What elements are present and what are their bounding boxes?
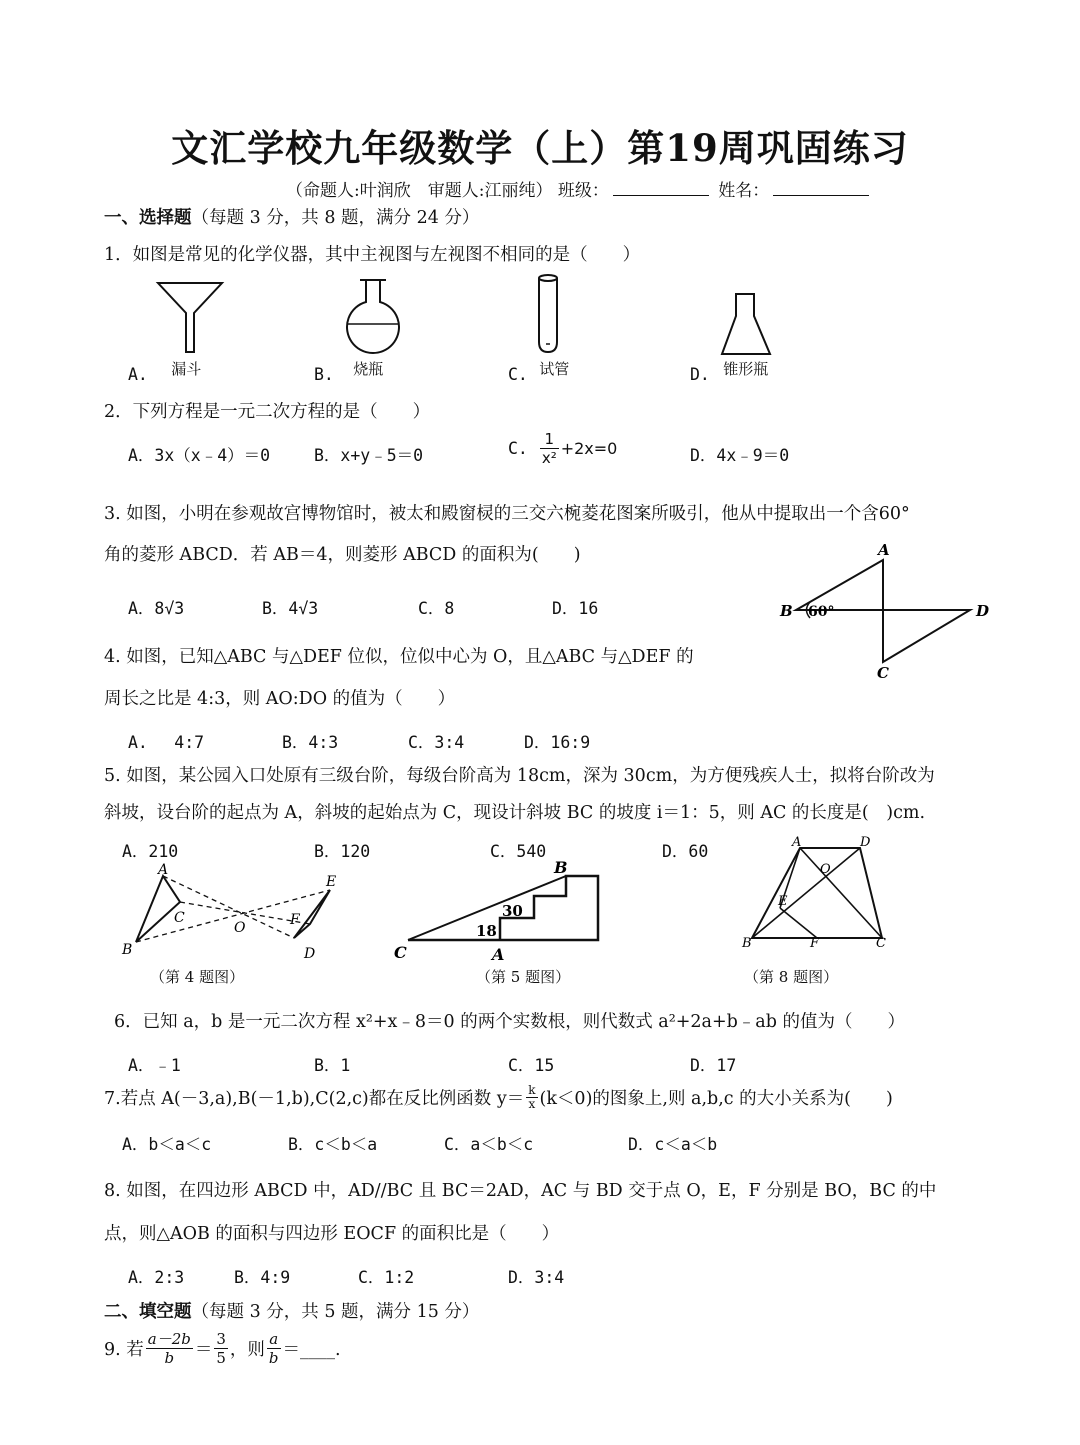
q4-option-a[interactable]: A. 4:7: [128, 733, 205, 752]
q7-k-fraction: [526, 1084, 537, 1111]
q8-line2: 点，则△AOB 的面积与四边形 EOCF 的面积比是（ ）: [104, 1224, 560, 1244]
q7-stem-b: (k＜0)的图象上,则 a,b,c 的大小关系为( ): [539, 1089, 893, 1109]
fig4-label-b: B: [122, 942, 133, 958]
fig5-caption: （第 5 题图）: [476, 968, 571, 986]
fig4-label-f: F: [290, 912, 300, 928]
q2-c-denominator: x²: [541, 449, 557, 467]
q3-option-a[interactable]: A．8√3: [128, 599, 185, 618]
q5-option-a[interactable]: A．210: [122, 842, 179, 861]
q4-option-b[interactable]: B．4:3: [282, 733, 339, 752]
q9-answer-blank[interactable]: ＝____.: [282, 1340, 341, 1360]
q1-option-b-label: 烧瓶: [353, 360, 384, 378]
q2-option-a[interactable]: A．3x（x﹣4）＝0: [128, 446, 271, 465]
q3-line1: 3. 如图，小明在参观故宫博物馆时，被太和殿窗棂的三交六椀菱花图案所吸引，他从中提取出一个含60°: [104, 504, 910, 524]
q4-line1: 4. 如图，已知△ABC 与△DEF 位似，位似中心为 O，且△ABC 与△DEF 的: [104, 647, 694, 667]
fig4-label-a: A: [158, 862, 169, 878]
q3-option-c[interactable]: C．8: [418, 599, 455, 618]
q8-line1: 8. 如图，在四边形 ABCD 中，AD//BC 且 BC＝2AD，AC 与 BD 交于点 O，E，F 分别是 BO，BC 的中: [104, 1181, 937, 1201]
fig5-label-30: 30: [502, 902, 523, 920]
q7-option-d[interactable]: D．c＜a＜b: [628, 1135, 718, 1154]
q1-option-b[interactable]: [314, 360, 384, 385]
q9-f3-denominator: b: [268, 1349, 279, 1367]
q7-k-numerator: k: [528, 1083, 536, 1097]
fig5-label-18: 18: [476, 922, 497, 940]
q9-fraction-1: [146, 1330, 193, 1367]
q2-stem: 2．下列方程是一元二次方程的是（ ）: [104, 402, 431, 422]
q5-line1: 5. 如图，某公园入口处原有三级台阶，每级台阶高为 18cm，深为 30cm，为方便残疾人士，拟将台阶改为: [104, 766, 935, 786]
q2-c-numerator: 1: [540, 430, 559, 449]
rhombus-label-b: B: [780, 602, 793, 620]
q9-f1-denominator: b: [164, 1349, 175, 1367]
name-label: 姓名：: [718, 181, 770, 201]
q4-line2: 周长之比是 4:3，则 AO:DO 的值为（ ）: [104, 689, 456, 709]
q9-f2-numerator: 3: [216, 1330, 226, 1348]
q1-option-c-letter: C.: [508, 365, 528, 384]
q2-option-c-letter: C.: [508, 439, 528, 458]
q7-option-c[interactable]: C．a＜b＜c: [444, 1135, 534, 1154]
section1-title: 一、选择题: [104, 208, 192, 228]
class-label: 班级：: [557, 181, 609, 201]
fig8-label-o: O: [820, 862, 831, 877]
q9-f1-numerator: a－2b: [147, 1330, 191, 1348]
q4-option-d[interactable]: D．16:9: [524, 733, 591, 752]
fig4-caption: （第 4 题图）: [150, 968, 245, 986]
q1-option-d-letter: D.: [690, 365, 710, 384]
q6-option-d[interactable]: D．17: [690, 1056, 737, 1075]
rhombus-label-a: A: [878, 541, 890, 559]
q2-option-b[interactable]: B．x+y﹣5＝0: [314, 446, 424, 465]
funnel-figure: [150, 280, 230, 360]
q5-option-d[interactable]: D．60: [662, 842, 709, 861]
fig8-label-e: E: [778, 894, 788, 909]
fig8-caption: （第 8 题图）: [744, 968, 839, 986]
q9-f3-numerator: a: [267, 1330, 281, 1349]
q1-option-c[interactable]: [508, 360, 570, 385]
name-blank[interactable]: [773, 179, 869, 196]
q1-option-d-label: 锥形瓶: [723, 360, 769, 378]
q8-option-c[interactable]: C．1:2: [358, 1268, 415, 1287]
test-tube-figure: [534, 272, 568, 358]
q6-stem: 6．已知 a，b 是一元二次方程 x²+x﹣8＝0 的两个实数根，则代数式 a²+2a+b﹣ab 的值为（ ）: [114, 1012, 906, 1032]
q9-f2-denominator: 5: [216, 1349, 226, 1367]
q6-option-c[interactable]: C．15: [508, 1056, 555, 1075]
fig4-homothety: [118, 862, 348, 962]
fig8-label-c: C: [876, 936, 886, 951]
q8-option-b[interactable]: B．4:9: [234, 1268, 291, 1287]
section2-title: 二、填空题: [104, 1302, 192, 1322]
q1-option-a[interactable]: [128, 360, 202, 385]
q9-fraction-2: [214, 1330, 228, 1367]
fig8-label-b: B: [742, 936, 752, 951]
fig5-label-b: B: [554, 858, 568, 877]
q6-option-b[interactable]: B．1: [314, 1056, 351, 1075]
q2-option-d[interactable]: D．4x﹣9＝0: [690, 446, 790, 465]
section1-heading: [104, 204, 479, 229]
q9-equals: ＝: [194, 1340, 213, 1360]
section1-note: （每题 3 分，共 8 题，满分 24 分）: [191, 208, 480, 228]
round-flask-figure: [340, 276, 410, 362]
q4-option-c[interactable]: C．3:4: [408, 733, 465, 752]
fig5-label-a: A: [492, 945, 505, 964]
q1-stem: 1．如图是常见的化学仪器，其中主视图与左视图不相同的是（ ）: [104, 245, 641, 265]
fig4-label-d: D: [304, 946, 316, 962]
rhombus-label-c: C: [877, 664, 889, 682]
rhombus-angle-label: 60°: [808, 604, 835, 620]
q9-mid: ，则: [229, 1340, 265, 1360]
fig4-label-e: E: [326, 874, 337, 890]
q1-option-a-label: 漏斗: [171, 360, 202, 378]
page-title: 文汇学校九年级数学（上）第19周巩固练习: [171, 126, 909, 170]
fig8-label-a: A: [792, 835, 802, 850]
q9-prefix: 9. 若: [104, 1340, 144, 1360]
q7-k-denominator: x: [528, 1097, 536, 1111]
rhombus-figure: [770, 540, 1000, 685]
q7-option-a[interactable]: A．b＜a＜c: [122, 1135, 212, 1154]
q1-option-b-letter: B.: [314, 365, 334, 384]
q2-option-c[interactable]: [508, 430, 617, 467]
q8-option-a[interactable]: A．2:3: [128, 1268, 185, 1287]
q7-stem-a: 7.若点 A(－3,a),B(－1,b),C(2,c)都在反比例函数 y＝: [104, 1089, 525, 1109]
q2-option-c-fraction: [540, 430, 559, 467]
fig4-label-o: O: [234, 920, 246, 936]
q1-option-a-letter: A.: [128, 365, 148, 384]
q6-option-a[interactable]: A．﹣1: [128, 1056, 181, 1075]
section2-note: （每题 3 分，共 5 题，满分 15 分）: [191, 1302, 480, 1322]
q3-line2: 角的菱形 ABCD．若 AB＝4，则菱形 ABCD 的面积为( ): [104, 545, 581, 565]
fig8-trapezoid: [734, 834, 904, 958]
q5-option-c[interactable]: C．540: [490, 842, 547, 861]
q1-option-c-label: 试管: [539, 360, 570, 378]
fig8-label-d: D: [860, 835, 871, 850]
class-blank[interactable]: [613, 179, 709, 196]
authors: （命题人:叶润欣 审题人:江丽纯）: [286, 181, 553, 201]
fig5-label-c: C: [394, 943, 407, 962]
section2-heading: [104, 1298, 479, 1323]
fig4-label-c: C: [174, 910, 185, 926]
rhombus-label-d: D: [976, 602, 990, 620]
q3-option-b[interactable]: B．4√3: [262, 599, 319, 618]
q5-line2: 斜坡，设台阶的起点为 A，斜坡的起始点为 C，现设计斜坡 BC 的坡度 i＝1：5，则 AC 的长度是( )cm.: [104, 803, 926, 823]
q5-option-b[interactable]: B．120: [314, 842, 371, 861]
q3-option-d[interactable]: D．16: [552, 599, 599, 618]
fig5-stairs: [390, 856, 610, 962]
fig8-label-f: F: [810, 936, 820, 951]
q2-c-rest: +2x=0: [560, 439, 618, 458]
q9-fraction-3: [267, 1330, 281, 1367]
q7-stem: [104, 1084, 893, 1111]
erlenmeyer-flask-figure: [718, 290, 774, 360]
subtitle: [286, 176, 873, 201]
q7-option-b[interactable]: B．c＜b＜a: [288, 1135, 378, 1154]
q1-option-d[interactable]: [690, 360, 769, 385]
q9-stem: [104, 1330, 341, 1367]
q8-option-d[interactable]: D．3:4: [508, 1268, 565, 1287]
